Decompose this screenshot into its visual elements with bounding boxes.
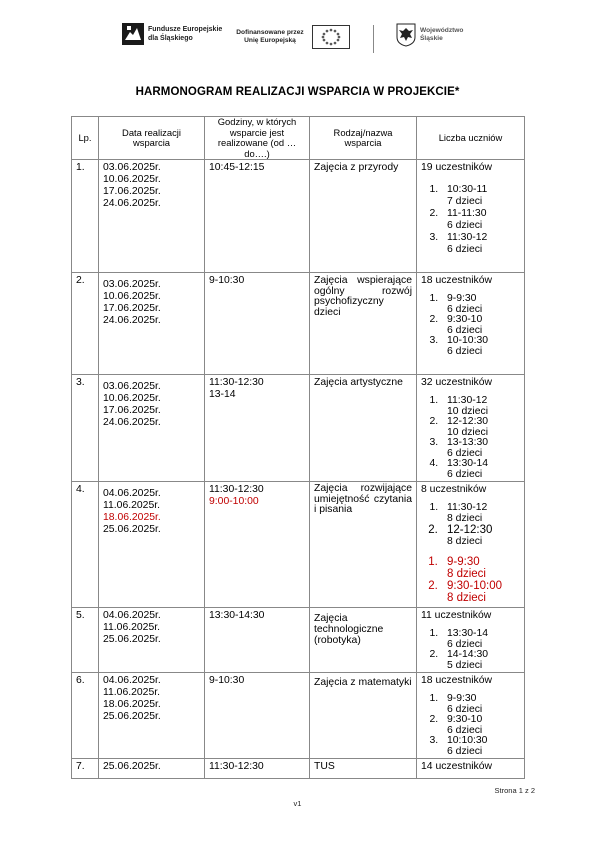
eagle-crest-icon [396, 23, 416, 47]
cell-count: 18 uczestników 1. 9-9:30 6 dzieci 2. 9:30-10 6 dzieci 3. 10-10:30 6 dzieci [417, 273, 525, 375]
list-item: 1. 9-9:30 6 dzieci [441, 694, 520, 715]
table-row [72, 608, 525, 673]
cell-lp: 3. [72, 375, 99, 482]
cell-type: Zajęcia rozwijające umiejętność czytania i pisania [310, 482, 417, 608]
wojewodztwo-slaskie-logo [396, 23, 463, 47]
table-row [72, 759, 525, 779]
list-item: 1. 9-9:30 8 dzieci [441, 556, 520, 580]
cell-count: 18 uczestników 1. 9-9:30 6 dzieci 2. 9:30-10 6 dzieci 3. 10:10:30 6 dzieci [417, 673, 525, 759]
cell-count: 8 uczestników 1. 11:30-12 8 dzieci 2. 12-12:30 8 dzieci 1. 9-9:30 8 dzieci 2. 9:30-10:00 8 dzieci [417, 482, 525, 608]
table-row [72, 273, 525, 375]
list-item: 3. 10:10:30 6 dzieci [441, 736, 520, 757]
cell-hours: 11:30-12:30 9:00-10:00 [205, 482, 310, 608]
cell-lp: 2. [72, 273, 99, 375]
cell-lp: 5. [72, 608, 99, 673]
list-item: 1. 10:30-11 7 dzieci [441, 184, 520, 208]
header-lp: Lp. [72, 117, 99, 160]
cell-hours: 11:30-12:30 13-14 [205, 375, 310, 482]
cell-lp: 7. [72, 759, 99, 779]
list-item: 1. 13:30-14 6 dzieci [441, 629, 520, 650]
header-hours: Godziny, w których wsparcie jest realizowane (od … do….) [205, 117, 310, 160]
list-item: 2. 9:30-10:00 8 dzieci [441, 580, 520, 604]
logo-ws-line1: Województwo [420, 26, 464, 34]
list-item: 2. 11-11:30 6 dzieci [441, 208, 520, 232]
cell-type: TUS [310, 759, 417, 779]
cell-dates: 03.06.2025r. 10.06.2025r. 17.06.2025r. 24.06.2025r. [99, 160, 205, 273]
list-item: 1. 9-9:30 6 dzieci [441, 294, 520, 315]
cell-hours: 9-10:30 [205, 273, 310, 375]
list-item: 2. 9:30-10 6 dzieci [441, 315, 520, 336]
logo-fe-line2: dla Śląskiego [148, 35, 193, 42]
cell-count: 11 uczestników 1. 13:30-14 6 dzieci 2. 14-14:30 5 dzieci [417, 608, 525, 673]
fundusze-europejskie-logo [122, 23, 222, 45]
header-dates: Data realizacji wsparcia [99, 117, 205, 160]
header-count: Liczba uczniów [417, 117, 525, 160]
logo-separator [373, 25, 374, 53]
cell-type: Zajęcia technologiczne (robotyka) [310, 608, 417, 673]
cell-type: Zajęcia z matematyki [310, 673, 417, 759]
cell-count: 14 uczestników [417, 759, 525, 779]
cell-lp: 4. [72, 482, 99, 608]
header-logos [0, 20, 595, 60]
list-item: 1. 11:30-12 10 dzieci [441, 396, 520, 417]
highlighted-hours: 9:00-10:00 [209, 496, 259, 507]
cell-lp: 6. [72, 673, 99, 759]
schedule-table [71, 116, 525, 779]
cell-dates: 04.06.2025r. 11.06.2025r. 18.06.2025r. 25.06.2025r. [99, 673, 205, 759]
cell-hours: 10:45-12:15 [205, 160, 310, 273]
cell-type: Zajęcia wspierające ogólny rozwój psychofizyczny dzieci [310, 273, 417, 375]
cell-type: Zajęcia artystyczne [310, 375, 417, 482]
logo-ws-line2: Śląskie [420, 35, 443, 42]
logo-eu-line1: Dofinansowane przez [236, 28, 304, 36]
list-item: 1. 11:30-12 8 dzieci [441, 503, 520, 524]
cell-dates: 03.06.2025r. 10.06.2025r. 17.06.2025r. 24.06.2025r. [99, 375, 205, 482]
page-number: Strona 1 z 2 [494, 786, 535, 795]
cell-dates: 04.06.2025r. 11.06.2025r. 18.06.2025r. 25.06.2025r. [99, 482, 205, 608]
table-row [72, 673, 525, 759]
eu-logo [232, 25, 350, 49]
header-type: Rodzaj/nazwa wsparcia [310, 117, 417, 160]
fe-emblem-icon [122, 23, 144, 45]
list-item: 3. 13-13:30 6 dzieci [441, 438, 520, 459]
cell-dates: 04.06.2025r. 11.06.2025r. 25.06.2025r. [99, 608, 205, 673]
logo-fe-line1: Fundusze Europejskie [148, 26, 223, 33]
list-item: 4. 13:30-14 6 dzieci [441, 459, 520, 480]
cell-hours: 11:30-12:30 [205, 759, 310, 779]
document-title: HARMONOGRAM REALIZACJI WSPARCIA W PROJEKCIE* [135, 86, 460, 98]
list-item: 2. 14-14:30 5 dzieci [441, 650, 520, 671]
table-row [72, 375, 525, 482]
cell-count: 19 uczestników 1. 10:30-11 7 dzieci 2. 11-11:30 6 dzieci 3. 11:30-12 6 dzieci [417, 160, 525, 273]
list-item: 3. 10-10:30 6 dzieci [441, 336, 520, 357]
cell-dates: 25.06.2025r. [99, 759, 205, 779]
table-row [72, 482, 525, 608]
list-item: 2. 12-12:30 8 dzieci [441, 524, 520, 548]
list-item: 2. 12-12:30 10 dzieci [441, 417, 520, 438]
cell-type: Zajęcia z przyrody [310, 160, 417, 273]
table-row [72, 160, 525, 273]
cell-lp: 1. [72, 160, 99, 273]
cell-dates: 03.06.2025r. 10.06.2025r. 17.06.2025r. 24.06.2025r. [99, 273, 205, 375]
cell-hours: 9-10:30 [205, 673, 310, 759]
cell-count: 32 uczestników 1. 11:30-12 10 dzieci 2. 12-12:30 10 dzieci 3. 13-13:30 6 dzieci 4. 13:30-14 6 dzieci [417, 375, 525, 482]
highlighted-date: 18.06.2025r. [103, 512, 161, 523]
eu-flag-icon [312, 25, 350, 49]
list-item: 2. 9:30-10 6 dzieci [441, 715, 520, 736]
version-label: v1 [293, 799, 302, 808]
list-item: 3. 11:30-12 6 dzieci [441, 232, 520, 256]
logo-eu-line2: Unię Europejską [244, 37, 296, 44]
cell-hours: 13:30-14:30 [205, 608, 310, 673]
table-header-row [72, 117, 525, 160]
